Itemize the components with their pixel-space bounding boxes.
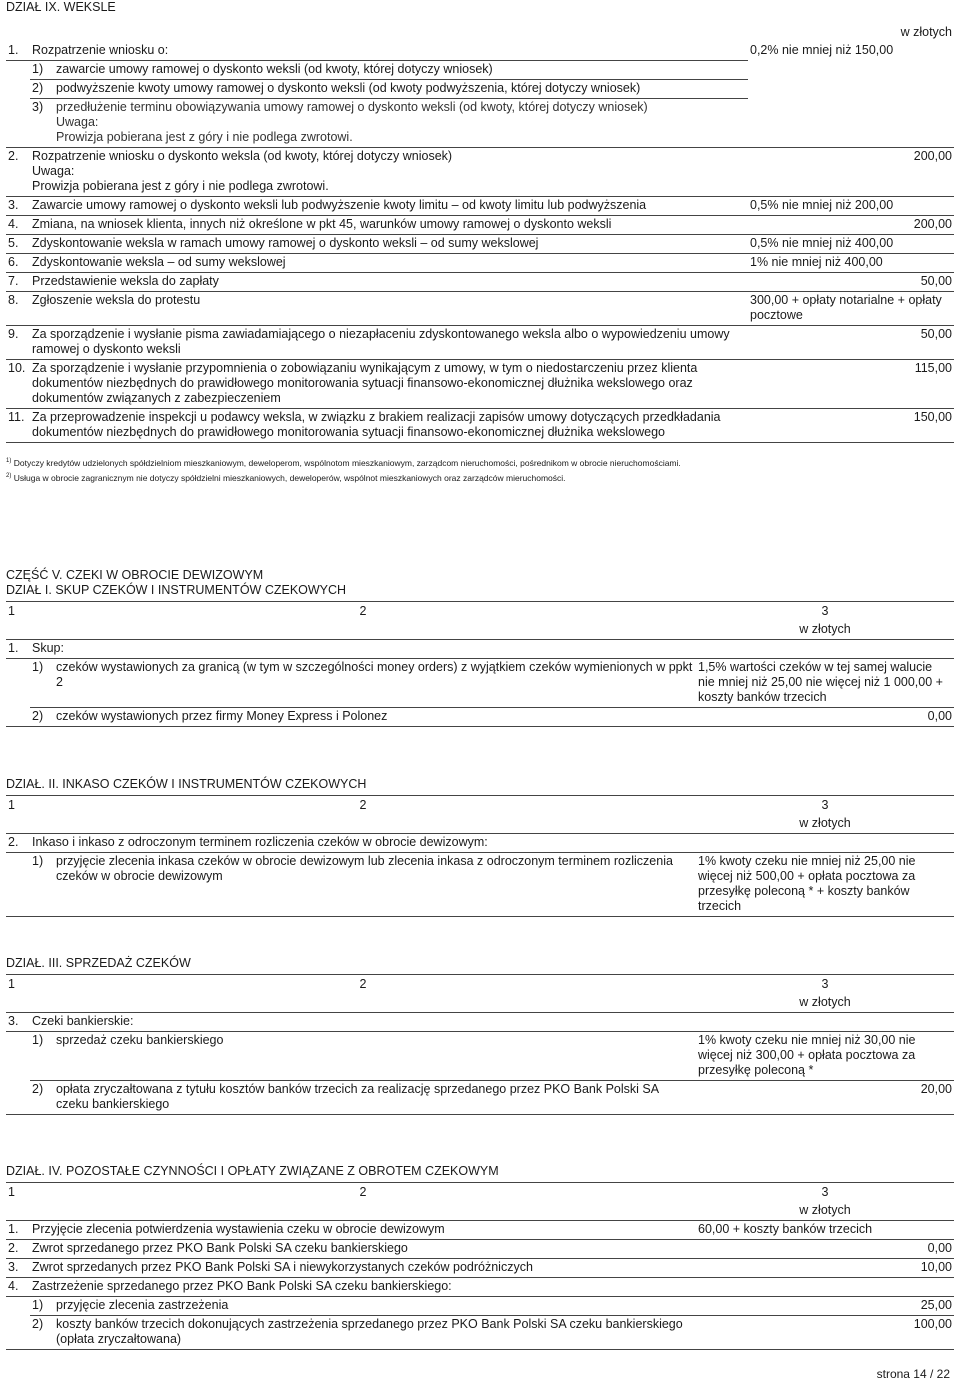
table-row: 7. Przedstawienie weksla do zapłaty 50,00 <box>6 273 954 292</box>
section-inkaso <box>6 777 954 917</box>
table-row: 9. Za sporządzenie i wysłanie pisma zawiadamiającego o niezapłaceniu zdyskontowanego weksla albo o wypowiedzeniu umowy ramowej o dyskonto weksli 50,00 <box>6 326 954 360</box>
footnotes <box>6 455 954 485</box>
table-row: 11. Za przeprowadzenie inspekcji u podawcy weksla, w związku z brakiem realizacji zapisów umowy dotyczących przedkładania dokumentów niezbędnych do prawidłowego monitorowania sytuacji finansowo-ekonomicznej dłużnika wekslowego 150,00 <box>6 409 954 443</box>
skup-table: 1 2 3 w złotych 1. Skup: 1) czeków wystawionych za granicą (w tym w szczególności money orders) z wyjątkiem czeków wymienionych w ppkt 2 1,5% wartości czeków w tej samej walucie nie mniej niż 25,00 nie więcej niż 1 000,00 + koszty banków trzecich 2) czeków wystawionych przez firmy Money Express i Polonez 0,00 <box>6 601 954 727</box>
header-row: 1 2 3 <box>8 798 829 812</box>
table-row: 1. Przyjęcie zlecenia potwierdzenia wystawienia czeku w obrocie dewizowym 60,00 + koszty banków trzecich <box>6 1221 954 1240</box>
footnote: $^{1)}$ Dotyczy kredytów udzielonych spółdzielniom mieszkaniowym, deweloperom, wspólnotom mieszkaniowym, zarządcom nieruchomości, pośrednikom w obrocie nieruchomościami. <box>6 457 681 468</box>
footnote: $^{2)}$ Usługa w obrocie zagranicznym nie dotyczy spółdzielni mieszkaniowych, deweloperów, wspólnot mieszkaniowych oraz zarządców mieruchomości. <box>6 472 566 483</box>
page-number: strona 14 / 22 <box>876 1367 950 1381</box>
table-row: 3. Zwrot sprzedanych przez PKO Bank Polski SA i niewykorzystanych czeków podróżniczych 10,00 <box>6 1259 954 1278</box>
table-row: 5. Zdyskontowanie weksla w ramach umowy ramowej o dyskonto weksli – od sumy wekslowej 0,5% nie mniej niż 400,00 <box>6 235 954 254</box>
inkaso-table: 1 2 3 w złotych 2. Inkaso i inkaso z odroczonym terminem rozliczenia czeków w obrocie dewizowym: 1) przyjęcie zlecenia inkasa czeków w obrocie dewizowym lub zlecenia inkasa z odroczonym terminem rozliczenia czeków w obrocie dewizowym 1% kwoty czeku nie mniej niż 25,00 nie więcej niż 500,00 + opłata pocztowa za przesyłkę poleconą * + koszty banków trzecich <box>6 795 954 917</box>
table-row: 2) koszty banków trzecich dokonujących zastrzeżenia sprzedanego przez PKO Bank Polski SA czeku bankierskiego (opłata zryczałtowana) 100,00 <box>6 1316 954 1350</box>
table-row: 3. Zawarcie umowy ramowej o dyskonto weksli lub podwyższenie kwoty limitu – od kwoty limitu lub podwyższenia 0,5% nie mniej niż 200,00 <box>6 197 954 216</box>
section-pozostale <box>6 1164 954 1350</box>
table-row: 1. Skup: <box>6 640 954 659</box>
table-row: 3. Czeki bankierskie: <box>6 1013 954 1032</box>
table-row: 2. Zwrot sprzedanego przez PKO Bank Polski SA czeku bankierskiego 0,00 <box>6 1240 954 1259</box>
table-row: 2) czeków wystawionych przez firmy Money Express i Polonez 0,00 <box>6 708 954 727</box>
section-sprzedaz <box>6 956 954 1115</box>
part-title: CZĘŚĆ V. CZEKI W OBROCIE DEWIZOWYM <box>6 568 264 582</box>
table-row: 2. Rozpatrzenie wniosku o dyskonto weksla (od kwoty, której dotyczy wniosek) Uwaga: Prowizja pobierana jest z góry i nie podlega zwrotowi. 200,00 <box>6 148 954 197</box>
table-row: 4. Zastrzeżenie sprzedanego przez PKO Bank Polski SA czeku bankierskiego: <box>6 1278 954 1297</box>
section-title: DZIAŁ. III. SPRZEDAŻ CZEKÓW <box>6 956 191 970</box>
sprzedaz-table: 1 2 3 w złotych 3. Czeki bankierskie: 1) sprzedaż czeku bankierskiego 1% kwoty czeku nie mniej niż 30,00 nie więcej niż 300,00 + opłata pocztowa za przesyłkę poleconą * 2) opłata zryczałtowana z tytułu kosztów banków trzecich za realizację sprzedanego przez PKO Bank Polski SA czeku bankierskiego 20,00 <box>6 974 954 1115</box>
table-row: 1) przyjęcie zlecenia zastrzeżenia 25,00 <box>6 1297 954 1316</box>
table-row: 4. Zmiana, na wniosek klienta, innych niż określone w pkt 45, warunków umowy ramowej o dyskonto weksli 200,00 <box>6 216 954 235</box>
table-row: 8. Zgłoszenie weksla do protestu 300,00 + opłaty notarialne + opłaty pocztowe <box>6 292 954 326</box>
table-row: 1) sprzedaż czeku bankierskiego 1% kwoty czeku nie mniej niż 30,00 nie więcej niż 300,00 + opłata pocztowa za przesyłkę poleconą * <box>6 1032 954 1081</box>
unit-row <box>6 24 954 42</box>
section-weksle <box>6 0 954 485</box>
table-row: 6. Zdyskontowanie weksla – od sumy wekslowej 1% nie mniej niż 400,00 <box>6 254 954 273</box>
table-row: 2. Inkaso i inkaso z odroczonym terminem rozliczenia czeków w obrocie dewizowym: <box>6 834 954 853</box>
section-title: DZIAŁ IX. WEKSLE <box>6 0 116 14</box>
pozostale-table: 1 2 3 w złotych 1. Przyjęcie zlecenia potwierdzenia wystawienia czeku w obrocie dewizowym 60,00 + koszty banków trzecich 2. Zwrot sprzedanego przez PKO Bank Polski SA czeku bankierskiego 0,00 3. Zwrot sprzedanych przez PKO Bank Polski SA i niewykorzystanych czeków podróżniczych 10,00 4. Zastrzeżenie sprzedanego przez PKO Bank Polski SA czeku bankierskiego: 1) przyjęcie zlecenia zastrzeżenia 25,00 2) koszty banków trzecich dokonujących zastrzeżenia sprzedanego przez PKO Bank Polski SA czeku bankierskiego (opłata zryczałtowana) 100,00 <box>6 1182 954 1350</box>
header-row: 1 2 3 <box>8 604 829 618</box>
header-row: 1 2 3 <box>8 977 829 991</box>
table-row: 10. Za sporządzenie i wysłanie przypomnienia o zobowiązaniu wynikającym z umowy, w tym o niedostarczeniu przez klienta dokumentów niezbędnych do prawidłowego monitorowania sytuacji finansowo-ekonomicznej dłużnika wekslowego oraz dokumentów związanych z zabezpieczeniem 115,00 <box>6 360 954 409</box>
table-row: 2) opłata zryczałtowana z tytułu kosztów banków trzecich za realizację sprzedanego przez PKO Bank Polski SA czeku bankierskiego 20,00 <box>6 1081 954 1115</box>
table-row: 2) podwyższenie kwoty umowy ramowej o dyskonto weksli (od kwoty podwyższenia, której dotyczy wniosek) <box>6 80 954 99</box>
table-row: 1) czeków wystawionych za granicą (w tym w szczególności money orders) z wyjątkiem czeków wymienionych w ppkt 2 1,5% wartości czeków w tej samej walucie nie mniej niż 25,00 nie więcej niż 1 000,00 + koszty banków trzecich <box>6 659 954 708</box>
section-title: DZIAŁ. IV. POZOSTAŁE CZYNNOŚCI I OPŁATY ZWIĄZANE Z OBROTEM CZEKOWYM <box>6 1164 499 1178</box>
table-row: 1) przyjęcie zlecenia inkasa czeków w obrocie dewizowym lub zlecenia inkasa z odroczonym terminem rozliczenia czeków w obrocie dewizowym 1% kwoty czeku nie mniej niż 25,00 nie więcej niż 500,00 + opłata pocztowa za przesyłkę poleconą * + koszty banków trzecich <box>6 853 954 917</box>
weksle-table <box>6 24 954 443</box>
table-row: 1) zawarcie umowy ramowej o dyskonto weksli (od kwoty, której dotyczy wniosek) <box>6 61 954 80</box>
section-skup <box>6 568 954 727</box>
section-title: DZIAŁ. II. INKASO CZEKÓW I INSTRUMENTÓW CZEKOWYCH <box>6 777 367 791</box>
header-row: 1 2 3 <box>8 1185 829 1199</box>
section-title: DZIAŁ I. SKUP CZEKÓW I INSTRUMENTÓW CZEKOWYCH <box>6 583 347 597</box>
unit-label: w złotych <box>900 25 952 39</box>
table-row: 3) przedłużenie terminu obowiązywania umowy ramowej o dyskonto weksli (od kwoty, której dotyczy wniosek) Uwaga: Prowizja pobierana jest z góry i nie podlega zwrotowi. <box>6 99 954 148</box>
table-row: 1. Rozpatrzenie wniosku o: 0,2% nie mniej niż 150,00 <box>6 42 954 61</box>
